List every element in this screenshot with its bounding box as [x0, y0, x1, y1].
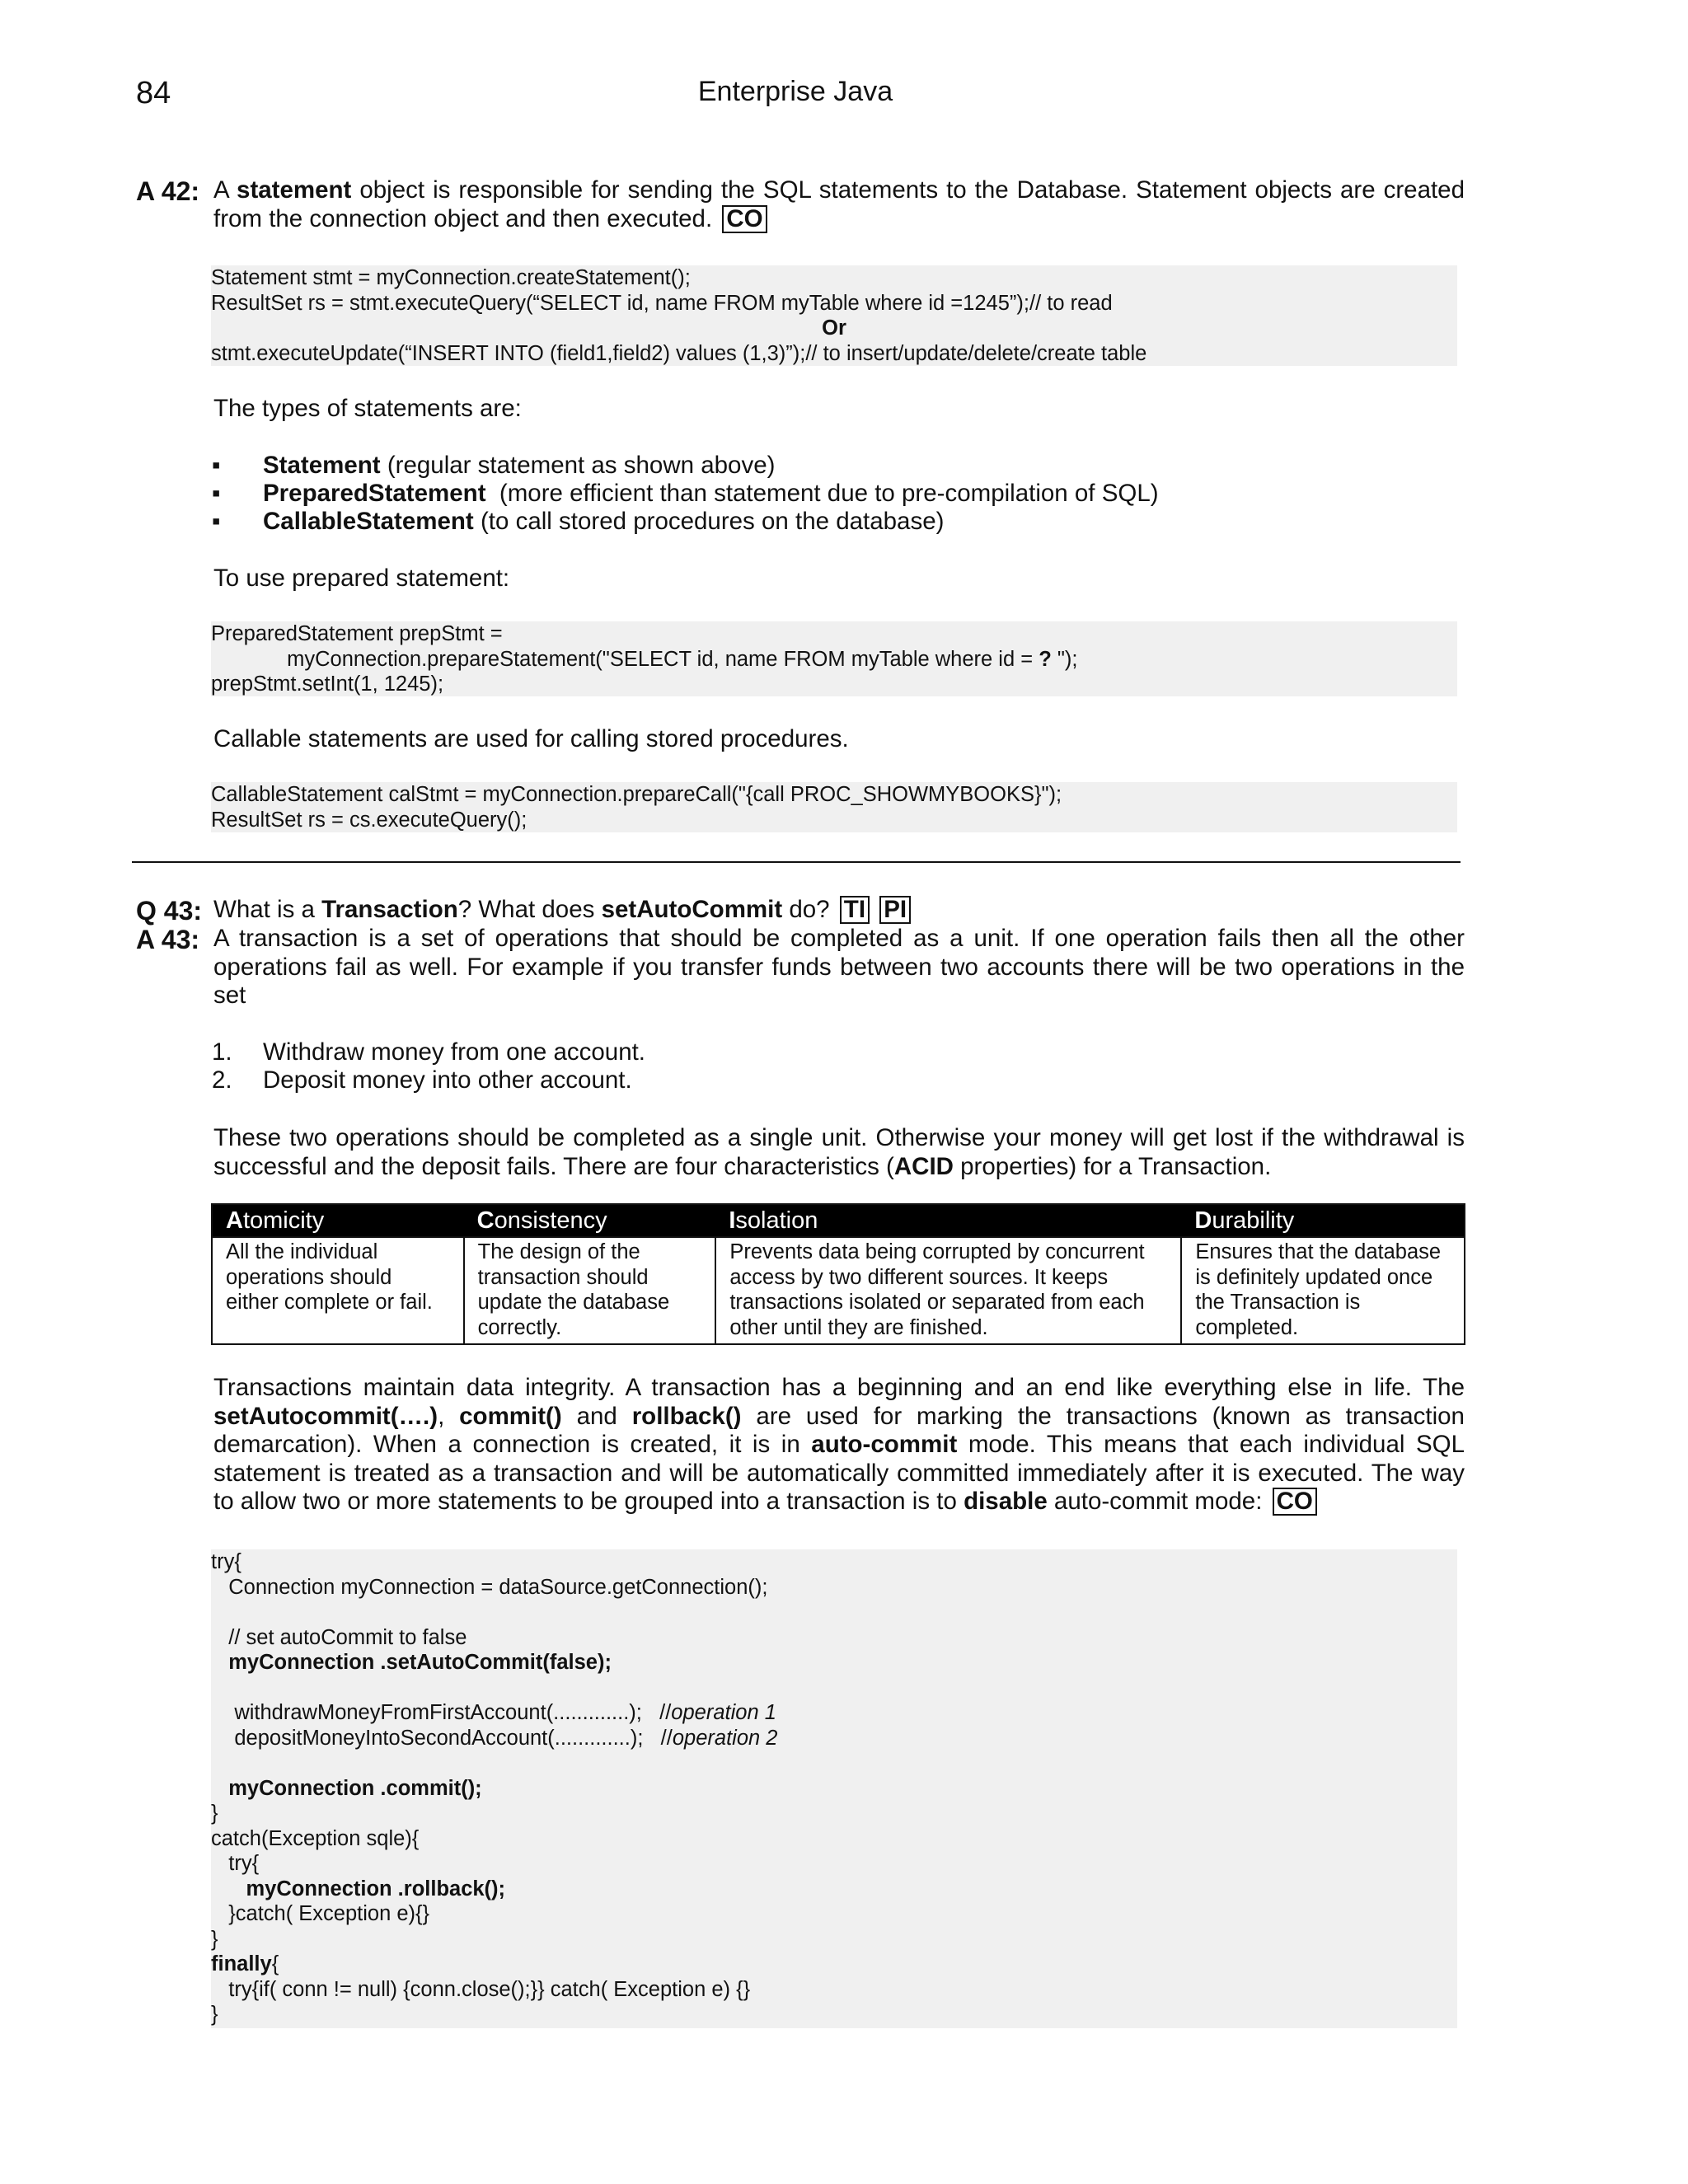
- code-line: CallableStatement calStmt = myConnection.prepareCall("{call PROC_SHOWMYBOOKS}");: [211, 783, 1062, 806]
- code-line: prepStmt.setInt(1, 1245);: [211, 673, 444, 696]
- code-line: [211, 1675, 1457, 1701]
- code-line: Statement stmt = myConnection.createStatement();: [211, 266, 691, 289]
- acid-intro: These two operations should be completed as a single unit. Otherwise your money will get lost if the withdrawal is successful and the deposit fails. There are four characteristics (ACID properties) for a Transaction.: [213, 1124, 1465, 1180]
- code-line: }: [211, 2003, 218, 2026]
- acid-header-consistency: Consistency: [464, 1204, 716, 1237]
- code-line: withdrawMoneyFromFirstAccount(.............); //operation 1: [211, 1701, 776, 1724]
- step-number: 2.: [212, 1066, 232, 1094]
- table-row: [212, 1237, 1465, 1344]
- code-line: myConnection .commit();: [211, 1776, 482, 1800]
- list-item: 2. Deposit money into other account.: [212, 1066, 632, 1094]
- callable-intro: Callable statements are used for calling stored procedures.: [213, 725, 849, 752]
- acid-cell-consistency: The design of the transaction should update the database correctly.: [464, 1237, 716, 1344]
- list-item: ▪ CallableStatement (to call stored procedures on the database): [212, 508, 945, 535]
- answer-43-intro: A transaction is a set of operations that should be completed as a unit. If one operation fails then all the other operations fail as well. For example if you transfer funds between two accounts there will be two operations in the set: [213, 925, 1465, 1009]
- code-line: }: [211, 1927, 218, 1951]
- code-line: // set autoCommit to false: [211, 1625, 467, 1649]
- prepared-intro: To use prepared statement:: [213, 565, 510, 592]
- code-line: [211, 1600, 1457, 1625]
- pi-tag: PI: [879, 896, 911, 924]
- acid-header-durability: Durability: [1181, 1204, 1465, 1237]
- code-line: try{if( conn != null) {conn.close();}} catch( Exception e) {}: [211, 1977, 751, 2001]
- acid-cell-isolation: Prevents data being corrupted by concurrent access by two different sources. It keeps transactions isolated or separated from each other until they are finished.: [715, 1237, 1181, 1344]
- question-43-text: What is a Transaction? What does setAutoCommit do? TI PI: [213, 896, 911, 925]
- code-line: myConnection .rollback();: [211, 1877, 506, 1900]
- co-tag: CO: [1273, 1488, 1317, 1516]
- code-block-statement: [211, 265, 1457, 366]
- code-or: Or: [822, 316, 846, 340]
- code-block-transaction: [211, 1549, 1457, 2028]
- acid-header-row: [212, 1204, 1465, 1237]
- acid-table: [211, 1203, 1465, 1345]
- answer-42-label: A 42:: [136, 176, 200, 206]
- section-divider: [132, 861, 1461, 863]
- list-item: ▪ PreparedStatement (more efficient than statement due to pre-compilation of SQL): [212, 480, 1159, 507]
- code-line: try{: [211, 1852, 260, 1875]
- acid-header-isolation: Isolation: [715, 1204, 1181, 1237]
- acid-cell-atomicity: All the individual operations should either complete or fail.: [212, 1237, 464, 1344]
- code-line: }catch( Exception e){}: [211, 1902, 430, 1925]
- code-line: PreparedStatement prepStmt =: [211, 622, 503, 645]
- step-number: 1.: [212, 1038, 232, 1066]
- code-block-callable: [211, 782, 1457, 832]
- acid-header-atomicity: Atomicity: [212, 1204, 464, 1237]
- code-line: [211, 1750, 1457, 1776]
- bullet-icon: ▪: [212, 452, 221, 479]
- page-number: 84: [136, 76, 171, 110]
- bullet-icon: ▪: [212, 480, 221, 507]
- acid-cell-durability: Ensures that the database is definitely updated once the Transaction is completed.: [1181, 1237, 1465, 1344]
- transaction-demarcation-text: Transactions maintain data integrity. A transaction has a beginning and an end like everything else in life. The setAutocommit(….), commit() and rollback() are used for marking the transactions (known as transaction demarcation). When a connection is created, it is in auto-commit mode. This means that each individual SQL statement is treated as a transaction and will be automatically committed immediately after it is executed. The way to allow two or more statements to be grouped into a transaction is to disable auto-commit mode: CO: [213, 1374, 1465, 1515]
- bullet-icon: ▪: [212, 508, 221, 535]
- statement-types-intro: The types of statements are:: [213, 395, 522, 422]
- code-line: catch(Exception sqle){: [211, 1826, 420, 1850]
- code-block-prepared: [211, 621, 1457, 696]
- code-line: ResultSet rs = stmt.executeQuery(“SELECT id, name FROM myTable where id =1245”);// to read: [211, 291, 1113, 315]
- code-line: ResultSet rs = cs.executeQuery();: [211, 808, 528, 832]
- code-line: }: [211, 1802, 218, 1825]
- code-line: Connection myConnection = dataSource.getConnection();: [211, 1575, 768, 1599]
- ti-tag: TI: [840, 896, 870, 924]
- list-item: ▪ Statement (regular statement as shown above): [212, 452, 776, 479]
- list-item: 1. Withdraw money from one account.: [212, 1038, 646, 1066]
- code-line: myConnection.prepareStatement("SELECT id, name FROM myTable where id = ? ");: [211, 647, 1078, 671]
- code-line: myConnection .setAutoCommit(false);: [211, 1651, 612, 1674]
- question-43-label: Q 43:: [136, 896, 203, 926]
- answer-43-label: A 43:: [136, 925, 200, 954]
- answer-42-intro: A statement object is responsible for sending the SQL statements to the Database. Statement objects are created from the connection object and then executed. CO: [213, 176, 1465, 232]
- co-tag: CO: [722, 205, 767, 233]
- code-line: try{: [211, 1550, 241, 1573]
- code-line: depositMoneyIntoSecondAccount(.............); //operation 2: [211, 1726, 778, 1750]
- code-line: stmt.executeUpdate(“INSERT INTO (field1,field2) values (1,3)”);// to insert/update/delete/create table: [211, 341, 1147, 365]
- book-title: Enterprise Java: [697, 76, 893, 107]
- code-line: finally{: [211, 1952, 279, 1975]
